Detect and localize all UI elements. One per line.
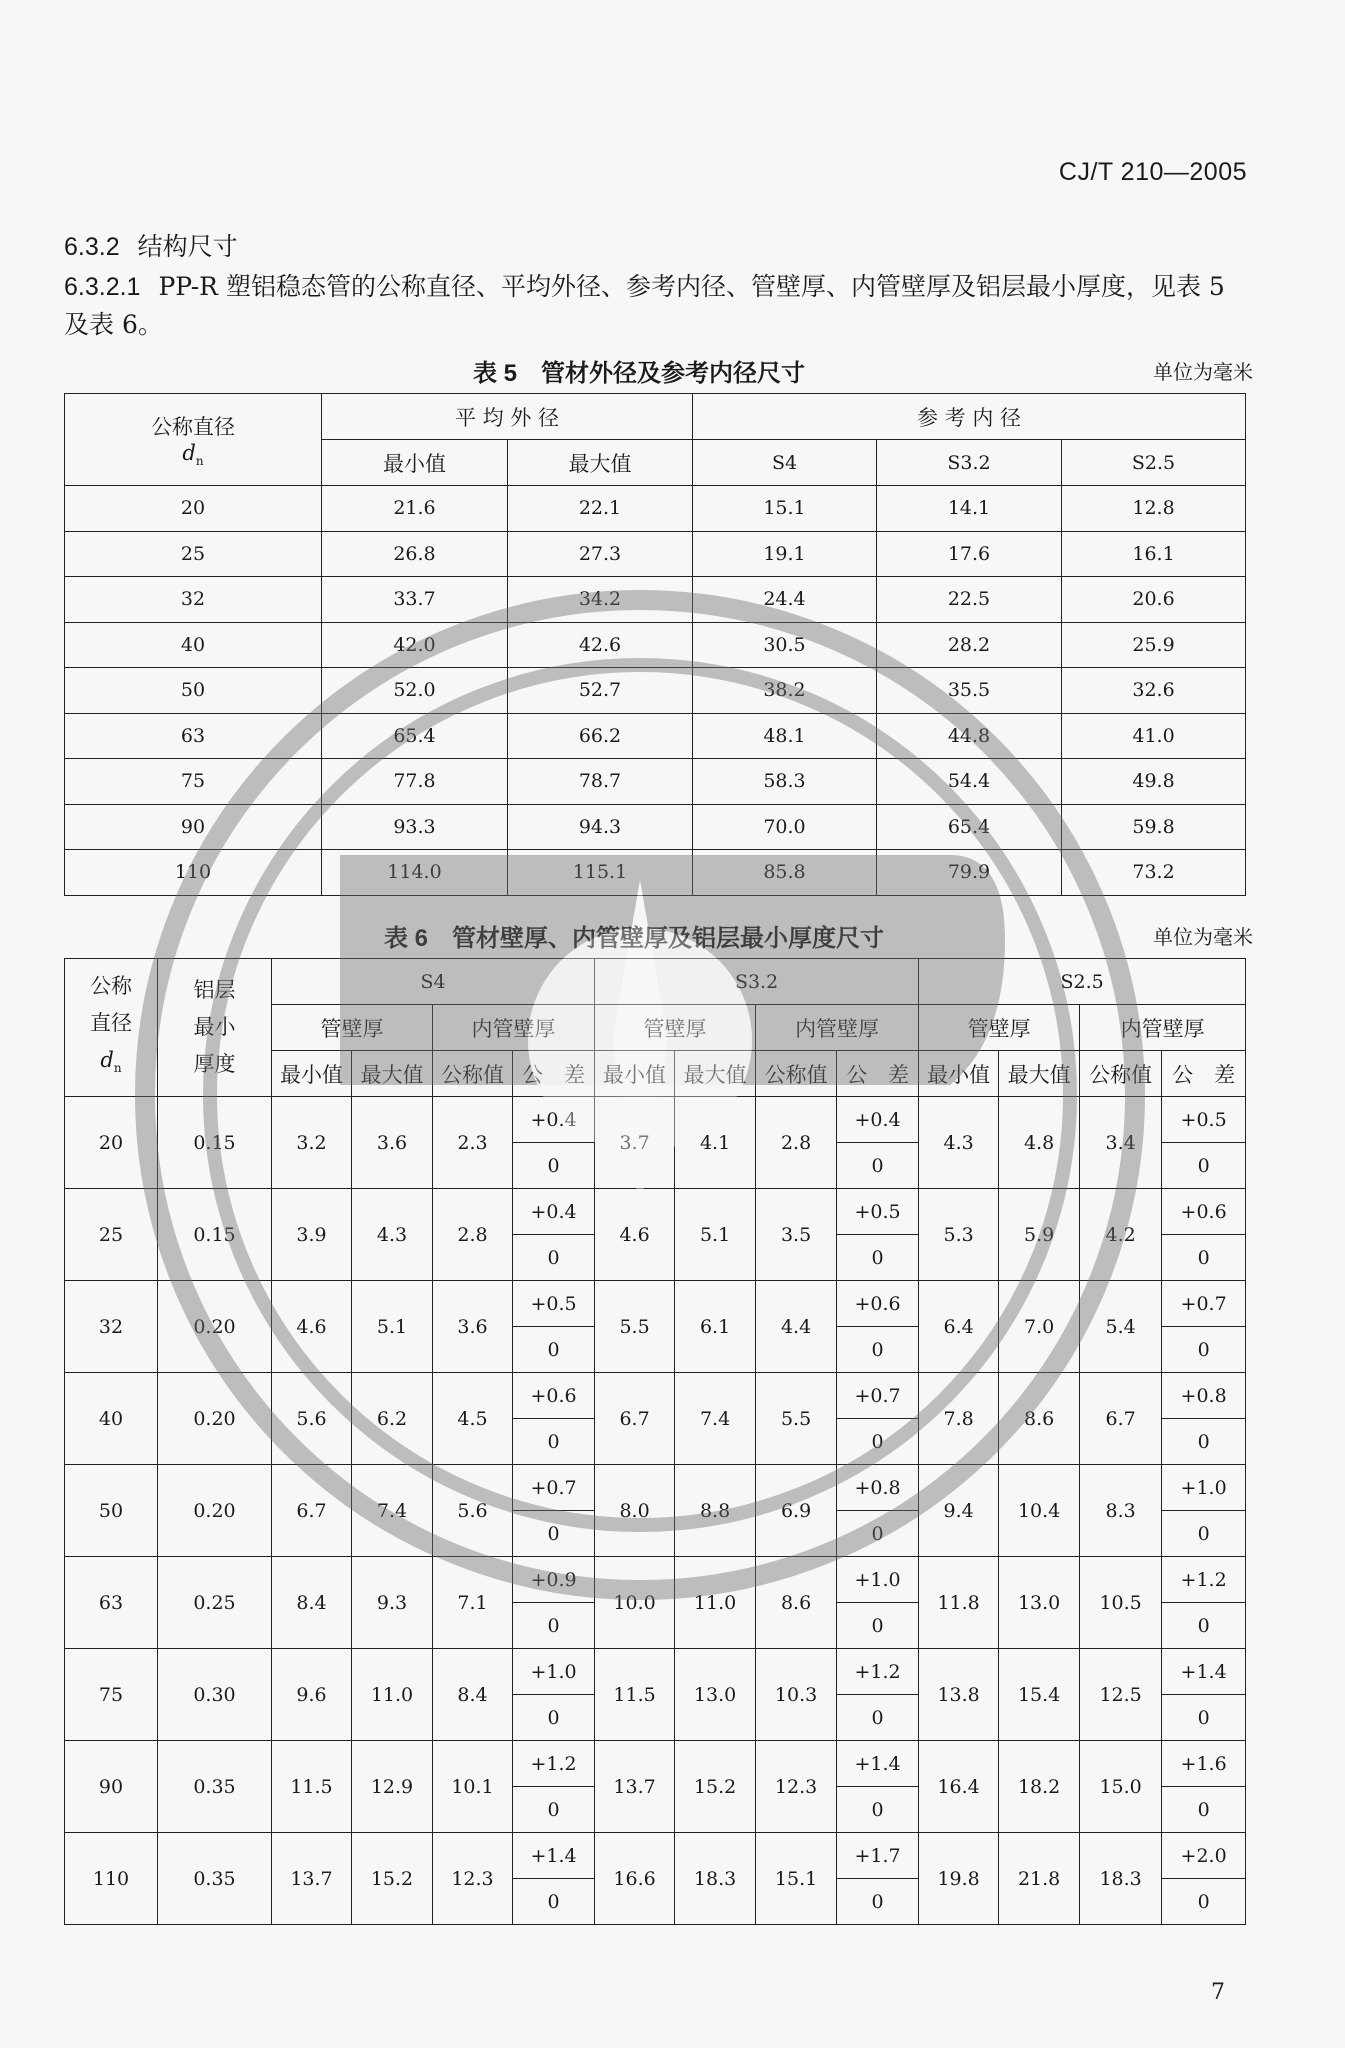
t6-cell: 11.5 bbox=[272, 1741, 352, 1833]
t6-cell: 4.6 bbox=[272, 1281, 352, 1373]
t5-cell: 20.6 bbox=[1062, 577, 1246, 623]
t6-cell: +0.9 bbox=[513, 1557, 595, 1603]
t5-cell: 66.2 bbox=[508, 713, 693, 759]
t5-cell: 73.2 bbox=[1062, 850, 1246, 896]
t6-cell: 0.20 bbox=[158, 1281, 272, 1373]
t5-cell: 42.6 bbox=[508, 622, 693, 668]
t6-cell: +0.6 bbox=[1162, 1189, 1246, 1235]
t6-cell: 25 bbox=[65, 1189, 158, 1281]
table6 bbox=[64, 958, 1246, 1925]
t6-cell: +0.5 bbox=[1162, 1097, 1246, 1143]
t6-cell: 32 bbox=[65, 1281, 158, 1373]
t6-cell: 3.4 bbox=[1080, 1097, 1162, 1189]
t6-cell: 11.0 bbox=[675, 1557, 756, 1649]
t5-cell: 44.8 bbox=[877, 713, 1062, 759]
t6-cell: 0 bbox=[1162, 1603, 1246, 1649]
t6-header-nom: 公称值 bbox=[756, 1051, 837, 1097]
t6-header-tol: 公 差 bbox=[1162, 1051, 1246, 1097]
t5-cell: 52.0 bbox=[322, 668, 508, 714]
t6-cell: 0.15 bbox=[158, 1189, 272, 1281]
t6-cell: +0.8 bbox=[1162, 1373, 1246, 1419]
t6-header-min: 最小值 bbox=[272, 1051, 352, 1097]
t6-cell: 0.15 bbox=[158, 1097, 272, 1189]
t6-row bbox=[65, 1465, 1246, 1511]
t5-cell: 110 bbox=[65, 850, 322, 896]
t5-cell: 22.1 bbox=[508, 486, 693, 532]
t5-cell: 54.4 bbox=[877, 759, 1062, 805]
t6-cell: 0.20 bbox=[158, 1373, 272, 1465]
t6-cell: 0 bbox=[513, 1143, 595, 1189]
t5-cell: 27.3 bbox=[508, 531, 693, 577]
t6-cell: +0.4 bbox=[513, 1097, 595, 1143]
t6-cell: 40 bbox=[65, 1373, 158, 1465]
t6-cell: 13.0 bbox=[675, 1649, 756, 1741]
t6-header-s32: S3.2 bbox=[595, 959, 919, 1005]
t6-header-inner-s4: 内管壁厚 bbox=[433, 1005, 595, 1051]
t5-cell: 26.8 bbox=[322, 531, 508, 577]
t6-cell: +1.2 bbox=[837, 1649, 919, 1695]
t6-cell: 2.8 bbox=[756, 1097, 837, 1189]
t6-cell: +1.0 bbox=[1162, 1465, 1246, 1511]
t6-cell: 9.6 bbox=[272, 1649, 352, 1741]
t6-cell: 18.3 bbox=[1080, 1833, 1162, 1925]
section-title: 结构尺寸 bbox=[137, 232, 238, 261]
t6-cell: +1.7 bbox=[837, 1833, 919, 1879]
t5-cell: 90 bbox=[65, 804, 322, 850]
t6-cell: 0 bbox=[1162, 1143, 1246, 1189]
t6-cell: 6.7 bbox=[1080, 1373, 1162, 1465]
t6-cell: 11.5 bbox=[595, 1649, 675, 1741]
t6-cell: 4.3 bbox=[919, 1097, 999, 1189]
t6-cell: 18.2 bbox=[999, 1741, 1080, 1833]
t6-cell: 0 bbox=[837, 1603, 919, 1649]
t5-row bbox=[65, 759, 1246, 805]
t5-row bbox=[65, 577, 1246, 623]
t5-row bbox=[65, 713, 1246, 759]
t6-cell: 2.3 bbox=[433, 1097, 513, 1189]
t5-cell: 12.8 bbox=[1062, 486, 1246, 532]
t6-cell: 0 bbox=[513, 1327, 595, 1373]
t5-cell: 70.0 bbox=[693, 804, 877, 850]
t6-row bbox=[65, 1557, 1246, 1603]
t6-cell: 0 bbox=[1162, 1511, 1246, 1557]
t6-cell: 12.3 bbox=[756, 1741, 837, 1833]
t6-cell: 2.8 bbox=[433, 1189, 513, 1281]
t6-cell: 4.6 bbox=[595, 1189, 675, 1281]
t6-cell: 0 bbox=[837, 1787, 919, 1833]
t6-cell: +0.4 bbox=[837, 1097, 919, 1143]
t6-cell: +0.7 bbox=[837, 1373, 919, 1419]
paragraph-text: PP-R 塑铝稳态管的公称直径、平均外径、参考内径、管壁厚、内管壁厚及铝层最小厚度，见表 5 及表 6。 bbox=[64, 272, 1225, 339]
t5-cell: 59.8 bbox=[1062, 804, 1246, 850]
t5-cell: 42.0 bbox=[322, 622, 508, 668]
t6-header-max: 最大值 bbox=[999, 1051, 1080, 1097]
t5-cell: 32 bbox=[65, 577, 322, 623]
t6-cell: 0 bbox=[1162, 1419, 1246, 1465]
t6-cell: 11.8 bbox=[919, 1557, 999, 1649]
t6-cell: +1.2 bbox=[1162, 1557, 1246, 1603]
t6-header-tol: 公 差 bbox=[513, 1051, 595, 1097]
t6-cell: +0.5 bbox=[837, 1189, 919, 1235]
t5-cell: 115.1 bbox=[508, 850, 693, 896]
t6-header-nom: 公称值 bbox=[433, 1051, 513, 1097]
t6-cell: 6.9 bbox=[756, 1465, 837, 1557]
t5-cell: 25.9 bbox=[1062, 622, 1246, 668]
t6-cell: +0.7 bbox=[1162, 1281, 1246, 1327]
t5-cell: 79.9 bbox=[877, 850, 1062, 896]
t6-header-min: 最小值 bbox=[919, 1051, 999, 1097]
t6-cell: 5.6 bbox=[272, 1373, 352, 1465]
t6-cell: 7.4 bbox=[352, 1465, 433, 1557]
t6-cell: 5.1 bbox=[352, 1281, 433, 1373]
t6-cell: +2.0 bbox=[1162, 1833, 1246, 1879]
t6-header-nominal bbox=[65, 959, 158, 1097]
t6-cell: 3.9 bbox=[272, 1189, 352, 1281]
t5-cell: 41.0 bbox=[1062, 713, 1246, 759]
t6-cell: 19.8 bbox=[919, 1833, 999, 1925]
paragraph-number: 6.3.2.1 bbox=[64, 273, 141, 301]
t5-row bbox=[65, 622, 1246, 668]
t6-cell: 8.8 bbox=[675, 1465, 756, 1557]
t5-cell: 34.2 bbox=[508, 577, 693, 623]
t6-cell: 8.3 bbox=[1080, 1465, 1162, 1557]
t6-cell: 63 bbox=[65, 1557, 158, 1649]
t6-cell: 13.7 bbox=[595, 1741, 675, 1833]
t6-cell: +1.4 bbox=[837, 1741, 919, 1787]
t6-cell: 18.3 bbox=[675, 1833, 756, 1925]
t6-cell: 0.30 bbox=[158, 1649, 272, 1741]
t6-cell: 7.0 bbox=[999, 1281, 1080, 1373]
t6-cell: 12.9 bbox=[352, 1741, 433, 1833]
t6-cell: 3.7 bbox=[595, 1097, 675, 1189]
t6-cell: 0 bbox=[513, 1787, 595, 1833]
t6-header-tol: 公 差 bbox=[837, 1051, 919, 1097]
t5-cell: 25 bbox=[65, 531, 322, 577]
table5-unit: 单位为毫米 bbox=[1153, 360, 1253, 384]
t6-cell: 0 bbox=[837, 1143, 919, 1189]
t6-row bbox=[65, 1649, 1246, 1695]
t5-cell: 78.7 bbox=[508, 759, 693, 805]
t5-row bbox=[65, 850, 1246, 896]
t6-header-nominal-label: 公称 直径 bbox=[90, 973, 132, 1035]
t6-cell: 75 bbox=[65, 1649, 158, 1741]
t5-cell: 20 bbox=[65, 486, 322, 532]
t6-cell: 0 bbox=[513, 1511, 595, 1557]
t6-cell: 15.4 bbox=[999, 1649, 1080, 1741]
t6-cell: 3.6 bbox=[433, 1281, 513, 1373]
t6-cell: 5.9 bbox=[999, 1189, 1080, 1281]
t6-cell: 6.4 bbox=[919, 1281, 999, 1373]
t6-cell: 7.8 bbox=[919, 1373, 999, 1465]
t6-cell: +0.8 bbox=[837, 1465, 919, 1511]
t5-header-nominal-label: 公称直径 bbox=[151, 414, 235, 439]
t6-cell: +1.4 bbox=[513, 1833, 595, 1879]
t6-header-min: 最小值 bbox=[595, 1051, 675, 1097]
t6-cell: 0 bbox=[837, 1419, 919, 1465]
t6-cell: 5.6 bbox=[433, 1465, 513, 1557]
t5-cell: 77.8 bbox=[322, 759, 508, 805]
t6-row bbox=[65, 1741, 1246, 1787]
t6-cell: 13.8 bbox=[919, 1649, 999, 1741]
t6-cell: 3.5 bbox=[756, 1189, 837, 1281]
t6-header-inner-s25: 内管壁厚 bbox=[1080, 1005, 1246, 1051]
t6-header-dn-sub: n bbox=[113, 1061, 122, 1076]
t5-header-min: 最小值 bbox=[322, 440, 508, 486]
t6-cell: 4.8 bbox=[999, 1097, 1080, 1189]
t6-cell: 7.1 bbox=[433, 1557, 513, 1649]
t6-cell: 0.35 bbox=[158, 1833, 272, 1925]
t6-cell: 0 bbox=[1162, 1695, 1246, 1741]
t6-cell: 0 bbox=[1162, 1787, 1246, 1833]
t5-cell: 33.7 bbox=[322, 577, 508, 623]
t6-header-s4: S4 bbox=[272, 959, 595, 1005]
section-paragraph bbox=[64, 268, 1244, 344]
t6-cell: 13.7 bbox=[272, 1833, 352, 1925]
t6-cell: 15.2 bbox=[352, 1833, 433, 1925]
t6-header-s25: S2.5 bbox=[919, 959, 1246, 1005]
t5-cell: 52.7 bbox=[508, 668, 693, 714]
section-heading bbox=[64, 228, 238, 266]
t6-cell: 4.5 bbox=[433, 1373, 513, 1465]
t6-cell: 10.0 bbox=[595, 1557, 675, 1649]
t6-cell: 10.3 bbox=[756, 1649, 837, 1741]
t6-cell: 0 bbox=[1162, 1235, 1246, 1281]
t6-cell: 0 bbox=[1162, 1879, 1246, 1925]
t6-cell: 12.3 bbox=[433, 1833, 513, 1925]
t6-header-max: 最大值 bbox=[352, 1051, 433, 1097]
t6-cell: 8.0 bbox=[595, 1465, 675, 1557]
t5-cell: 75 bbox=[65, 759, 322, 805]
t6-cell: 8.4 bbox=[433, 1649, 513, 1741]
t5-header-dn: d bbox=[182, 440, 196, 465]
t5-cell: 58.3 bbox=[693, 759, 877, 805]
t6-header-wall-s32: 管壁厚 bbox=[595, 1005, 756, 1051]
t6-row bbox=[65, 1373, 1246, 1419]
t6-cell: 10.4 bbox=[999, 1465, 1080, 1557]
t5-cell: 93.3 bbox=[322, 804, 508, 850]
t5-cell: 114.0 bbox=[322, 850, 508, 896]
t5-cell: 15.1 bbox=[693, 486, 877, 532]
section-number: 6.3.2 bbox=[64, 233, 120, 261]
t6-cell: 12.5 bbox=[1080, 1649, 1162, 1741]
t5-cell: 38.2 bbox=[693, 668, 877, 714]
t5-cell: 63 bbox=[65, 713, 322, 759]
t6-cell: 0 bbox=[513, 1603, 595, 1649]
t6-cell: 8.4 bbox=[272, 1557, 352, 1649]
t6-cell: 15.0 bbox=[1080, 1741, 1162, 1833]
t5-cell: 19.1 bbox=[693, 531, 877, 577]
t6-cell: +0.4 bbox=[513, 1189, 595, 1235]
t6-cell: 50 bbox=[65, 1465, 158, 1557]
t6-header-inner-s32: 内管壁厚 bbox=[756, 1005, 919, 1051]
t6-cell: 0 bbox=[837, 1695, 919, 1741]
t5-cell: 65.4 bbox=[322, 713, 508, 759]
t6-cell: 8.6 bbox=[999, 1373, 1080, 1465]
t6-cell: 11.0 bbox=[352, 1649, 433, 1741]
t6-cell: 110 bbox=[65, 1833, 158, 1925]
t6-cell: 15.1 bbox=[756, 1833, 837, 1925]
t6-cell: 0 bbox=[1162, 1327, 1246, 1373]
t6-cell: 4.4 bbox=[756, 1281, 837, 1373]
t6-header-al: 铝层 最小 厚度 bbox=[158, 959, 272, 1097]
t6-row bbox=[65, 1189, 1246, 1235]
t6-cell: 6.7 bbox=[272, 1465, 352, 1557]
t6-cell: 9.3 bbox=[352, 1557, 433, 1649]
t6-cell: 5.5 bbox=[756, 1373, 837, 1465]
t6-header-max: 最大值 bbox=[675, 1051, 756, 1097]
t5-cell: 17.6 bbox=[877, 531, 1062, 577]
t6-cell: 0 bbox=[513, 1695, 595, 1741]
t5-header-max: 最大值 bbox=[508, 440, 693, 486]
t5-cell: 16.1 bbox=[1062, 531, 1246, 577]
t6-cell: 3.2 bbox=[272, 1097, 352, 1189]
t5-header-nominal bbox=[65, 394, 322, 486]
t6-cell: +1.4 bbox=[1162, 1649, 1246, 1695]
t5-cell: 30.5 bbox=[693, 622, 877, 668]
t6-cell: 4.1 bbox=[675, 1097, 756, 1189]
t5-row bbox=[65, 804, 1246, 850]
t5-cell: 85.8 bbox=[693, 850, 877, 896]
t6-cell: 0 bbox=[513, 1235, 595, 1281]
t5-cell: 65.4 bbox=[877, 804, 1062, 850]
t5-row bbox=[65, 486, 1246, 532]
table6-caption: 表 6 管材壁厚、内管壁厚及铝层最小厚度尺寸 bbox=[384, 925, 885, 952]
t5-cell: 35.5 bbox=[877, 668, 1062, 714]
t6-cell: 4.3 bbox=[352, 1189, 433, 1281]
t6-cell: +0.7 bbox=[513, 1465, 595, 1511]
t6-cell: 0 bbox=[837, 1235, 919, 1281]
t5-cell: 48.1 bbox=[693, 713, 877, 759]
t5-header-dn-sub: n bbox=[195, 454, 204, 469]
t5-header-s32: S3.2 bbox=[877, 440, 1062, 486]
document-code: CJ/T 210—2005 bbox=[1058, 158, 1247, 186]
t6-cell: 6.7 bbox=[595, 1373, 675, 1465]
t6-cell: 5.3 bbox=[919, 1189, 999, 1281]
t6-cell: 0 bbox=[837, 1511, 919, 1557]
t6-cell: 6.2 bbox=[352, 1373, 433, 1465]
t6-cell: 4.2 bbox=[1080, 1189, 1162, 1281]
t6-cell: 7.4 bbox=[675, 1373, 756, 1465]
t5-header-s4: S4 bbox=[693, 440, 877, 486]
t6-cell: 0 bbox=[837, 1879, 919, 1925]
t5-cell: 50 bbox=[65, 668, 322, 714]
t6-cell: +0.6 bbox=[513, 1373, 595, 1419]
t5-cell: 49.8 bbox=[1062, 759, 1246, 805]
t6-cell: 16.4 bbox=[919, 1741, 999, 1833]
t5-header-s25: S2.5 bbox=[1062, 440, 1246, 486]
t5-cell: 28.2 bbox=[877, 622, 1062, 668]
t6-cell: 0 bbox=[513, 1419, 595, 1465]
t6-cell: +1.0 bbox=[513, 1649, 595, 1695]
t6-cell: 6.1 bbox=[675, 1281, 756, 1373]
t5-cell: 94.3 bbox=[508, 804, 693, 850]
t6-cell: 8.6 bbox=[756, 1557, 837, 1649]
t6-cell: 13.0 bbox=[999, 1557, 1080, 1649]
t6-cell: +1.6 bbox=[1162, 1741, 1246, 1787]
t5-cell: 22.5 bbox=[877, 577, 1062, 623]
t6-cell: 16.6 bbox=[595, 1833, 675, 1925]
t6-cell: 3.6 bbox=[352, 1097, 433, 1189]
t6-row bbox=[65, 1281, 1246, 1327]
t6-cell: +0.5 bbox=[513, 1281, 595, 1327]
page-number: 7 bbox=[1211, 1980, 1225, 2005]
t6-header-nom: 公称值 bbox=[1080, 1051, 1162, 1097]
t5-header-inner: 参 考 内 径 bbox=[693, 394, 1246, 440]
t5-cell: 21.6 bbox=[322, 486, 508, 532]
t5-header-outer: 平 均 外 径 bbox=[322, 394, 693, 440]
t6-header-dn: d bbox=[100, 1047, 114, 1072]
t6-cell: 0 bbox=[837, 1327, 919, 1373]
t6-cell: 5.5 bbox=[595, 1281, 675, 1373]
t5-cell: 24.4 bbox=[693, 577, 877, 623]
t6-header-wall-s25: 管壁厚 bbox=[919, 1005, 1080, 1051]
t6-cell: 10.5 bbox=[1080, 1557, 1162, 1649]
t6-cell: 0.35 bbox=[158, 1741, 272, 1833]
table5 bbox=[64, 393, 1246, 896]
t6-cell: +1.0 bbox=[837, 1557, 919, 1603]
t6-header-wall-s4: 管壁厚 bbox=[272, 1005, 433, 1051]
table5-caption: 表 5 管材外径及参考内径尺寸 bbox=[473, 360, 806, 387]
t6-cell: 0 bbox=[513, 1879, 595, 1925]
t6-cell: 0.25 bbox=[158, 1557, 272, 1649]
t5-cell: 40 bbox=[65, 622, 322, 668]
t6-cell: 90 bbox=[65, 1741, 158, 1833]
t6-cell: +1.2 bbox=[513, 1741, 595, 1787]
t6-cell: 10.1 bbox=[433, 1741, 513, 1833]
t6-cell: 15.2 bbox=[675, 1741, 756, 1833]
t6-cell: 21.8 bbox=[999, 1833, 1080, 1925]
t6-row bbox=[65, 1833, 1246, 1879]
t6-cell: 0.20 bbox=[158, 1465, 272, 1557]
t5-cell: 14.1 bbox=[877, 486, 1062, 532]
t6-cell: 9.4 bbox=[919, 1465, 999, 1557]
t5-cell: 32.6 bbox=[1062, 668, 1246, 714]
t5-row bbox=[65, 531, 1246, 577]
t6-cell: +0.6 bbox=[837, 1281, 919, 1327]
t6-cell: 5.4 bbox=[1080, 1281, 1162, 1373]
t6-cell: 5.1 bbox=[675, 1189, 756, 1281]
table6-unit: 单位为毫米 bbox=[1153, 925, 1253, 949]
t6-cell: 20 bbox=[65, 1097, 158, 1189]
t5-row bbox=[65, 668, 1246, 714]
t6-row bbox=[65, 1097, 1246, 1143]
